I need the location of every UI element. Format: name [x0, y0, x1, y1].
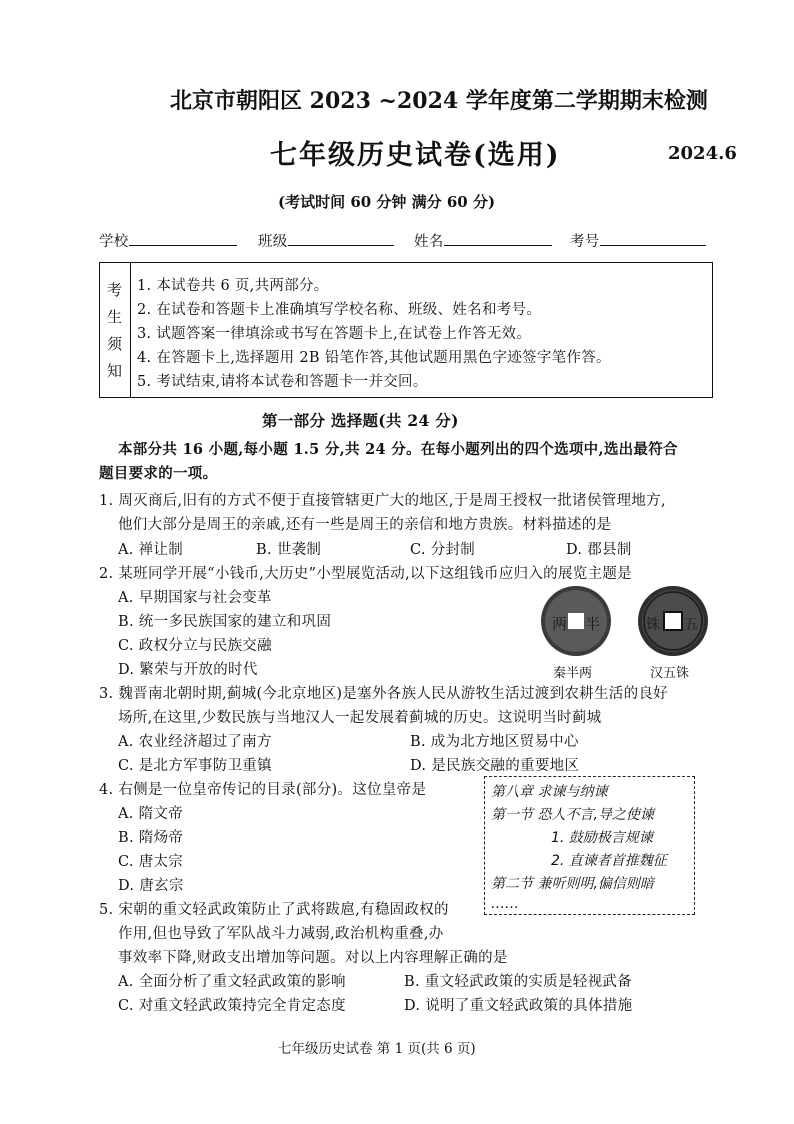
q3-option-a[interactable]: A. 农业经济超过了南方: [118, 734, 272, 750]
class-blank[interactable]: [288, 231, 394, 246]
school-blank[interactable]: [129, 231, 237, 246]
exam-time-note: (考试时间 60 分钟 满分 60 分): [278, 193, 496, 211]
toc-section: 第二节 兼听则明,偏信则暗: [491, 876, 654, 892]
exam-date: 2024.6: [668, 143, 737, 164]
notice-item: 5. 考试结束,请将本试卷和答题卡一并交回。: [137, 374, 428, 390]
notice-item: 1. 本试卷共 6 页,共两部分。: [137, 278, 329, 294]
q3-option-d[interactable]: D. 是民族交融的重要地区: [410, 758, 580, 774]
q1-option-d[interactable]: D. 郡县制: [566, 542, 632, 558]
class-label: 班级: [258, 234, 288, 250]
q4-stem: 4. 右侧是一位皇帝传记的目录(部分)。这位皇帝是: [99, 782, 427, 798]
q2-option-a[interactable]: A. 早期国家与社会变革: [118, 590, 272, 606]
coin-label-han: 汉五铢: [650, 666, 690, 681]
coin-images: [538, 585, 718, 660]
q1-option-c[interactable]: C. 分封制: [410, 542, 476, 558]
name-blank[interactable]: [444, 231, 552, 246]
q5-stem: 事效率下降,财政支出增加等问题。对以上内容理解正确的是: [118, 950, 508, 966]
notice-side-label: [100, 263, 131, 397]
notice-side-char: 生: [107, 308, 123, 326]
q3-stem: 场所,在这里,少数民族与当地汉人一起发展着蓟城的历史。这说明当时蓟城: [118, 710, 602, 726]
q4-option-d[interactable]: D. 唐玄宗: [118, 878, 184, 894]
page-title: 七年级历史试卷(选用): [270, 140, 561, 171]
part1-intro: 题目要求的一项。: [99, 465, 218, 482]
class-field: [258, 230, 394, 251]
q1-stem: 1. 周灭商后,旧有的方式不便于直接管辖更广大的地区,于是周王授权一批诸侯管理地方,: [99, 493, 666, 509]
q1-stem: 他们大部分是周王的亲戚,还有一些是周王的亲信和地方贵族。材料描述的是: [118, 517, 612, 533]
exam-no-blank[interactable]: [600, 231, 706, 246]
exam-no-field: [570, 230, 706, 251]
school-field: [99, 230, 237, 251]
coin-glyph: 两: [552, 615, 568, 633]
q2-option-c[interactable]: C. 政权分立与民族交融: [118, 638, 272, 654]
notice-side-char: 须: [107, 335, 123, 353]
q3-option-b[interactable]: B. 成为北方地区贸易中心: [410, 734, 579, 750]
han-wuzhu-coin-icon: [638, 586, 708, 656]
toc-section: 第一节 恐人不言,导之使谏: [491, 807, 654, 823]
name-field: [414, 230, 552, 251]
q5-option-c[interactable]: C. 对重文轻武政策持完全肯定态度: [118, 998, 346, 1014]
coin-glyph: 五: [684, 617, 698, 633]
q2-option-b[interactable]: B. 统一多民族国家的建立和巩固: [118, 614, 332, 630]
q3-stem: 3. 魏晋南北朝时期,蓟城(今北京地区)是塞外各族人民从游牧生活过渡到农耕生活的良好: [99, 686, 668, 702]
q5-stem: 作用,但也导致了军队战斗力减弱,政治机构重叠,办: [118, 926, 444, 942]
notice-item: 4. 在答题卡上,选择题用 2B 铅笔作答,其他试题用黑色字迹签字笔作答。: [137, 350, 611, 366]
q5-option-a[interactable]: A. 全面分析了重文轻武政策的影响: [118, 974, 346, 990]
toc-chapter: 第八章 求谏与纳谏: [491, 784, 608, 800]
q5-stem: 5. 宋朝的重文轻武政策防止了武将跋扈,有稳固政权的: [99, 902, 449, 918]
page-footer: 七年级历史试卷 第 1 页(共 6 页): [278, 1041, 476, 1057]
q5-option-d[interactable]: D. 说明了重文轻武政策的具体措施: [404, 998, 633, 1014]
notice-side-char: 考: [107, 281, 123, 299]
q4-option-b[interactable]: B. 隋炀帝: [118, 830, 184, 846]
q3-option-c[interactable]: C. 是北方军事防卫重镇: [118, 758, 272, 774]
qin-banliang-coin-icon: [541, 586, 611, 656]
notice-item: 2. 在试卷和答题卡上准确填写学校名称、班级、姓名和考号。: [137, 302, 542, 318]
toc-subsection: 2. 直谏者首推魏征: [551, 853, 667, 869]
coin-glyph: 铢: [646, 617, 660, 633]
coin-glyph: 半: [585, 615, 601, 633]
exam-header: 北京市朝阳区 2023 ~2024 学年度第二学期期末检测: [170, 88, 708, 114]
q4-option-c[interactable]: C. 唐太宗: [118, 854, 184, 870]
toc-ellipsis: ……: [491, 896, 519, 912]
part1-heading: 第一部分 选择题(共 24 分): [262, 411, 459, 430]
notice-item: 3. 试题答案一律填涂或书写在答题卡上,在试卷上作答无效。: [137, 326, 532, 342]
notice-side-char: 知: [107, 362, 123, 380]
q5-option-b[interactable]: B. 重文轻武政策的实质是轻视武备: [404, 974, 632, 990]
q2-option-d[interactable]: D. 繁荣与开放的时代: [118, 662, 258, 678]
q4-option-a[interactable]: A. 隋文帝: [118, 806, 183, 822]
notice-box: [99, 262, 713, 398]
name-label: 姓名: [414, 234, 444, 250]
q1-option-a[interactable]: A. 禅让制: [118, 542, 183, 558]
part1-intro: 本部分共 16 小题,每小题 1.5 分,共 24 分。在每小题列出的四个选项中,选出最符合: [118, 441, 678, 458]
school-label: 学校: [99, 234, 129, 250]
toc-subsection: 1. 鼓励极言规谏: [551, 830, 653, 846]
exam-no-label: 考号: [570, 234, 600, 250]
q2-stem: 2. 某班同学开展“小钱币,大历史”小型展览活动,以下这组钱币应归入的展览主题是: [99, 566, 632, 582]
q1-option-b[interactable]: B. 世袭制: [256, 542, 322, 558]
coin-label-qin: 秦半两: [553, 666, 593, 681]
biography-toc: [484, 776, 695, 915]
